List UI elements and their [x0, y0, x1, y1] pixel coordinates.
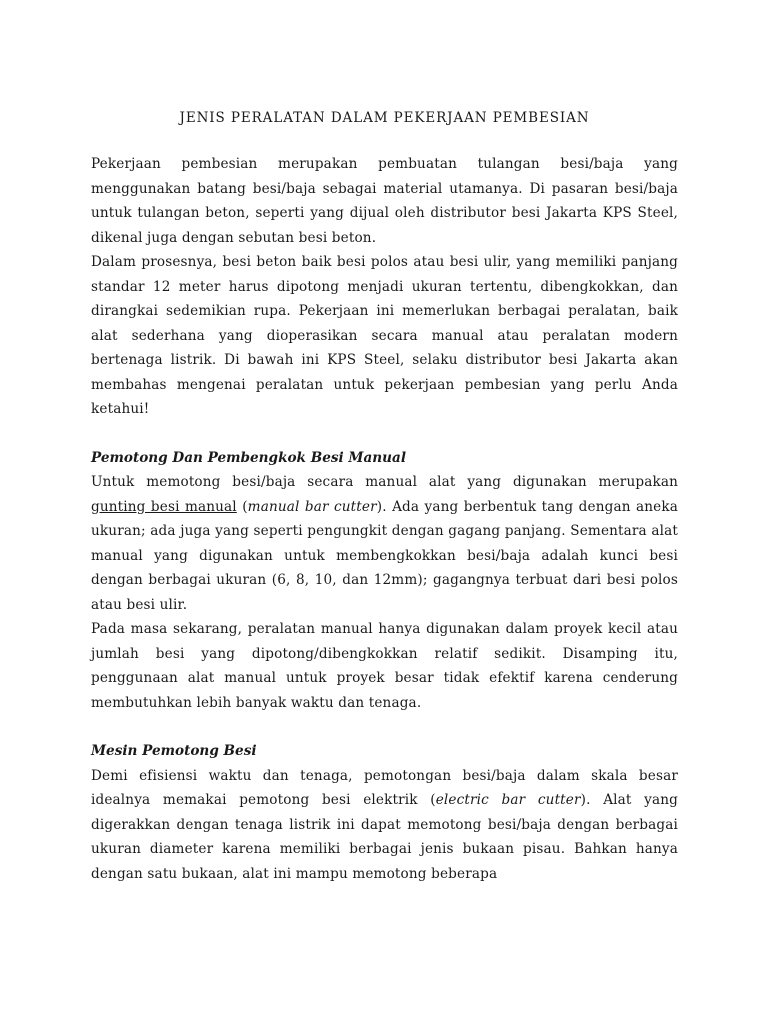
manual-paragraph-2: Pada masa sekarang, peralatan manual hanya digunakan dalam proyek kecil atau jumlah besi yang dipotong/dibengkokkan relatif sedikit. Disamping itu, penggunaan alat manual untuk proyek besar tidak efektif karena cenderung membutuhkan lebih banyak waktu dan tenaga.	[91, 621, 678, 711]
intro-paragraph-2: Dalam prosesnya, besi beton baik besi polos atau besi ulir, yang memiliki panjang standar 12 meter harus dipotong menjadi ukuran tertentu, dibengkokkan, dan dirangkai sedemikian rupa. Pekerjaan ini memerlukan berbagai peralatan, baik alat sederhana yang dioperasikan secara manual atau peralatan modern bertenaga listrik. Di bawah ini KPS Steel, selaku distributor besi Jakarta akan membahas mengenai peralatan untuk pekerjaan pembesian yang perlu Anda ketahui!	[91, 254, 678, 417]
document-title: JENIS PERALATAN DALAM PEKERJAAN PEMBESIAN	[179, 110, 590, 126]
manual-paragraph-1	[91, 470, 678, 617]
section-heading-manual: Pemotong Dan Pembengkok Besi Manual	[91, 449, 406, 466]
manual-bar-cutter-term: manual bar cutter	[247, 498, 377, 515]
section-manual-tools	[91, 446, 678, 716]
section-heading-machine: Mesin Pemotong Besi	[91, 743, 257, 759]
document-page	[91, 106, 678, 886]
electric-bar-cutter-term: electric bar cutter	[435, 792, 581, 808]
machine-text-before: Demi efisiensi waktu dan tenaga, pemotongan besi/baja dalam skala besar idealnya memakai pemotong besi elektrik (	[91, 767, 678, 808]
gunting-besi-link[interactable]: gunting besi manual	[91, 498, 237, 515]
machine-paragraph-1	[91, 764, 678, 887]
manual-text-after: ). Ada yang berbentuk tang dengan aneka ukuran; ada juga yang seperti pengungkit dengan gagang panjang. Sementara alat manual yang digunakan untuk membengkokkan besi/baja adalah kunci besi dengan berbagai ukuran (6, 8, 10, dan 12mm); gagangnya terbuat dari besi polos atau besi ulir.	[91, 498, 678, 613]
intro-paragraph-1: Pekerjaan pembesian merupakan pembuatan tulangan besi/baja yang menggunakan batang besi/baja sebagai material utamanya. Di pasaran besi/baja untuk tulangan beton, seperti yang dijual oleh distributor besi Jakarta KPS Steel, dikenal juga dengan sebutan besi beton.	[91, 156, 678, 246]
machine-text-after: ). Alat yang digerakkan dengan tenaga listrik ini dapat memotong besi/baja dengan berbagai ukuran diameter karena memiliki berbagai jenis bukaan pisau. Bahkan hanya dengan satu bukaan, alat ini mampu memotong beberapa	[91, 792, 678, 882]
manual-text-mid: (	[236, 498, 248, 515]
section-cutting-machine	[91, 739, 678, 886]
manual-text-before: Untuk memotong besi/baja secara manual alat yang digunakan merupakan	[91, 474, 678, 490]
